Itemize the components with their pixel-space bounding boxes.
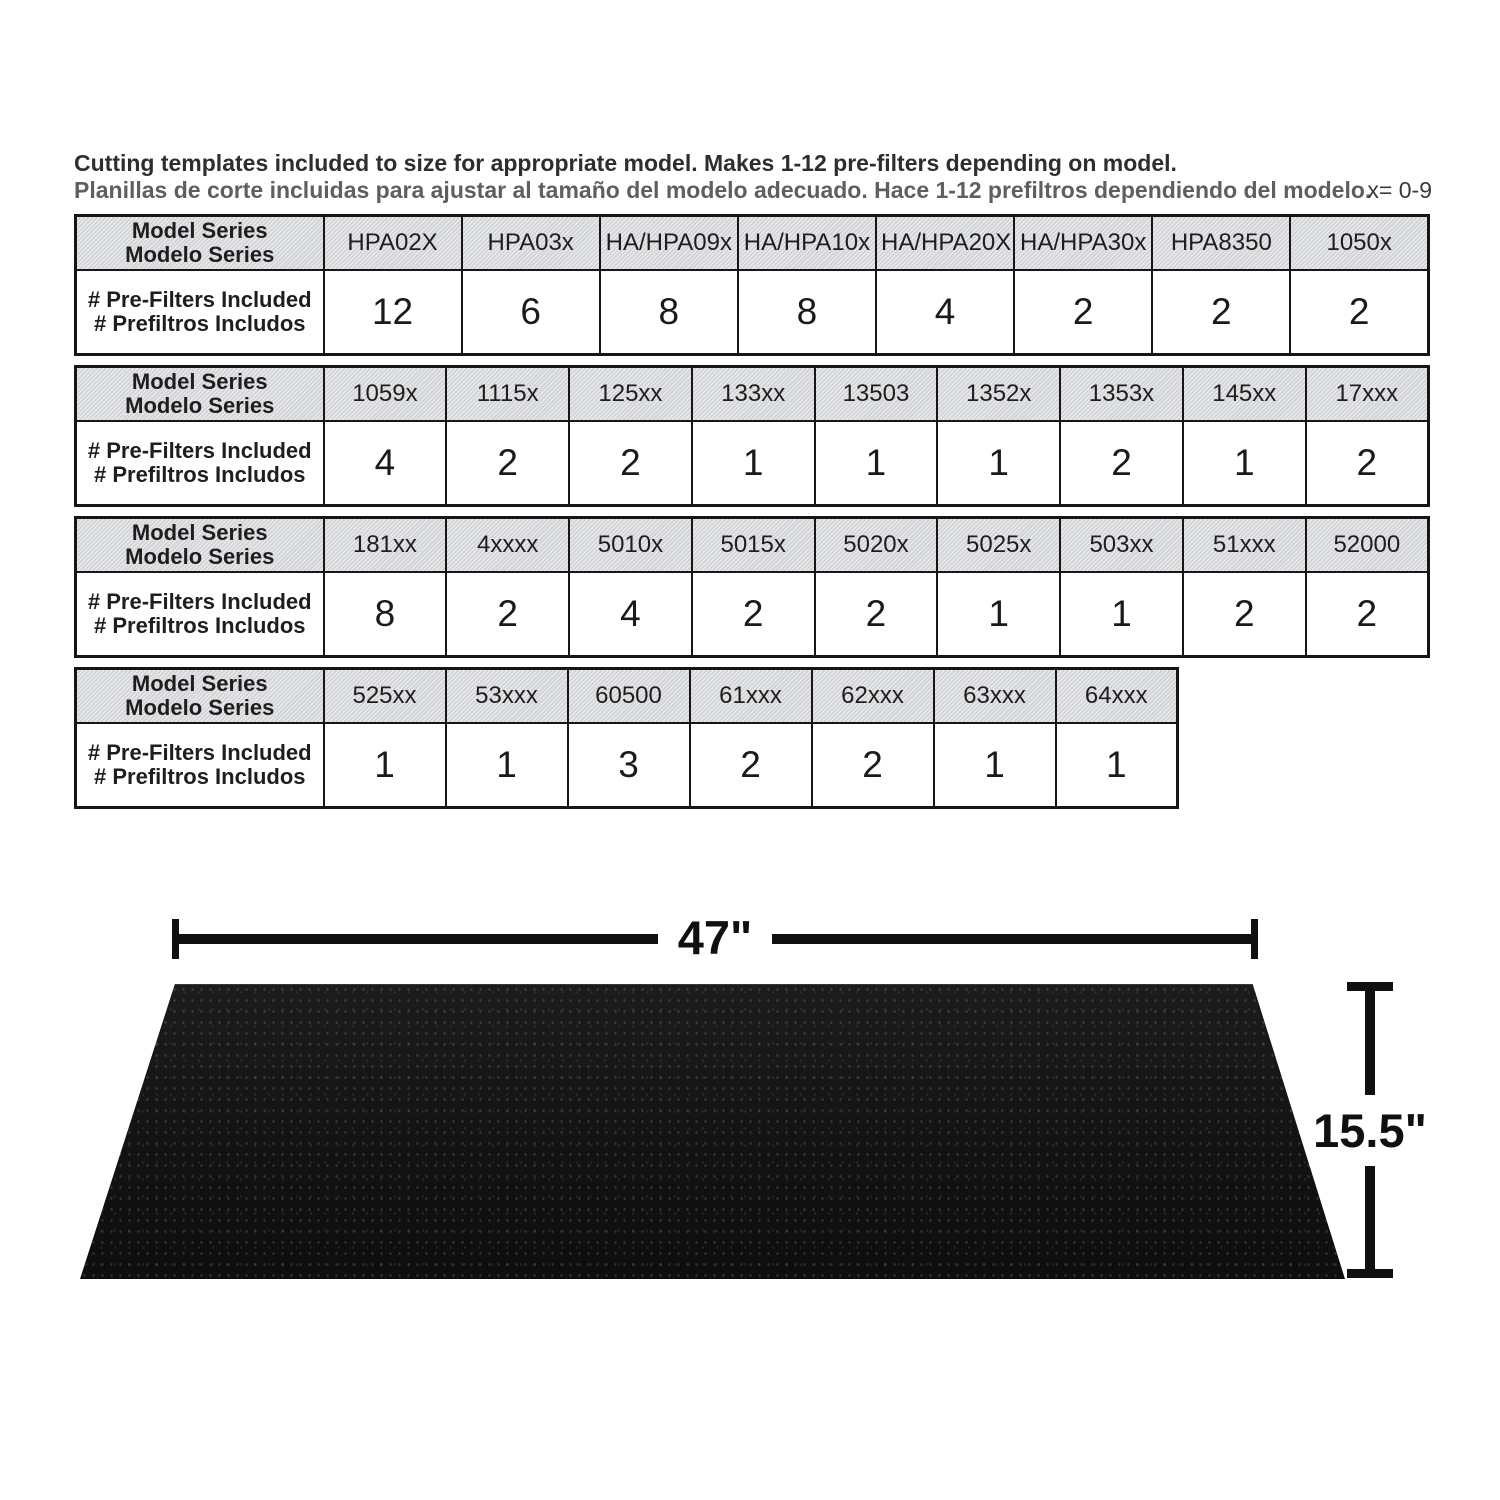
prefilter-count-cell: 2 — [692, 572, 815, 657]
model-series-cell: 5020x — [815, 518, 938, 573]
height-dimension-line — [1313, 982, 1427, 1278]
prefilter-count-cell: 1 — [324, 723, 446, 808]
model-series-cell: 525xx — [324, 669, 446, 724]
model-series-cell: HPA8350 — [1152, 216, 1290, 271]
model-series-cell: HA/HPA10x — [738, 216, 876, 271]
model-series-cell: 503xx — [1060, 518, 1183, 573]
model-series-cell: 60500 — [568, 669, 690, 724]
dimension-segment — [772, 934, 1251, 944]
prefilter-count-cell: 3 — [568, 723, 690, 808]
model-series-label-en: Model Series — [131, 519, 268, 545]
model-series-cell: 145xx — [1183, 367, 1306, 422]
prefilter-count-cell: 4 — [876, 270, 1014, 355]
model-series-cell: 1353x — [1060, 367, 1183, 422]
width-dimension-label: 47" — [677, 910, 753, 964]
dimension-cap-right-icon — [1251, 919, 1258, 959]
prefilter-count-row-label — [76, 421, 324, 506]
width-dimension-line — [172, 910, 1258, 964]
dimension-cap-bottom-icon — [1347, 1269, 1393, 1278]
model-series-cell: HA/HPA20X — [876, 216, 1014, 271]
prefilter-count-cell: 1 — [937, 421, 1060, 506]
model-series-cell: 13503 — [815, 367, 938, 422]
prefilter-count-cell: 8 — [324, 572, 447, 657]
prefilters-label-en: # Pre-Filters Included — [87, 739, 312, 765]
height-dimension-label: 15.5" — [1313, 1103, 1427, 1157]
prefilter-count-cell: 1 — [692, 421, 815, 506]
model-series-cell: 1115x — [446, 367, 569, 422]
prefilters-label-es: # Prefiltros Includos — [94, 613, 306, 639]
x-range-note: x= 0-9 — [1367, 177, 1432, 204]
model-series-label-es: Modelo Series — [125, 242, 275, 268]
prefilters-label-en: # Pre-Filters Included — [87, 286, 312, 312]
dimension-segment — [1365, 1166, 1375, 1270]
intro-line-english: Cutting templates included to size for appropriate model. Makes 1-12 pre-filters depending on model. — [74, 150, 1177, 176]
prefilter-count-cell: 2 — [1152, 270, 1290, 355]
dimension-segment — [179, 934, 658, 944]
model-table-1 — [74, 214, 1430, 356]
prefilters-label-en: # Pre-Filters Included — [87, 588, 312, 614]
model-series-cell: 63xxx — [934, 669, 1056, 724]
model-table-4 — [74, 667, 1179, 809]
model-series-cell: 181xx — [324, 518, 447, 573]
model-series-cell: 125xx — [569, 367, 692, 422]
model-series-cell: 1050x — [1290, 216, 1428, 271]
intro-text-block — [74, 150, 1432, 204]
prefilter-count-cell: 2 — [815, 572, 938, 657]
prefilter-count-cell: 4 — [569, 572, 692, 657]
prefilter-count-row-label — [76, 270, 324, 355]
prefilter-count-cell: 12 — [324, 270, 462, 355]
prefilters-label-es: # Prefiltros Includos — [94, 764, 306, 790]
intro-line-spanish: Planillas de corte incluidas para ajustar al tamaño del modelo adecuado. Hace 1-12 prefiltros dependiendo del modelo. — [74, 177, 1372, 204]
prefilter-count-cell: 1 — [1183, 421, 1306, 506]
model-series-row-label — [76, 518, 324, 573]
model-series-label-es: Modelo Series — [125, 695, 275, 721]
prefilters-label-en: # Pre-Filters Included — [87, 437, 312, 463]
model-series-cell: 61xxx — [690, 669, 812, 724]
model-compatibility-tables — [74, 214, 1500, 809]
model-series-cell: 5015x — [692, 518, 815, 573]
prefilter-count-cell: 2 — [690, 723, 812, 808]
model-series-cell: 53xxx — [446, 669, 568, 724]
model-series-cell: HA/HPA30x — [1014, 216, 1152, 271]
model-series-label-en: Model Series — [131, 368, 268, 394]
model-series-label-en: Model Series — [131, 217, 268, 243]
model-series-cell: HPA03x — [462, 216, 600, 271]
dimension-cap-top-icon — [1347, 982, 1393, 991]
prefilter-count-cell: 8 — [600, 270, 738, 355]
model-series-cell: 52000 — [1306, 518, 1429, 573]
prefilter-count-cell: 4 — [324, 421, 447, 506]
prefilter-count-cell: 1 — [934, 723, 1056, 808]
prefilter-count-cell: 2 — [1306, 421, 1429, 506]
prefilter-count-cell: 2 — [1014, 270, 1152, 355]
model-series-cell: 5025x — [937, 518, 1060, 573]
model-series-cell: 62xxx — [812, 669, 934, 724]
model-series-cell: HPA02X — [324, 216, 462, 271]
prefilter-count-row-label — [76, 723, 324, 808]
model-series-cell: 51xxx — [1183, 518, 1306, 573]
prefilter-count-cell: 2 — [569, 421, 692, 506]
prefilter-count-cell: 1 — [1060, 572, 1183, 657]
model-series-row-label — [76, 367, 324, 422]
filter-dimension-diagram — [74, 897, 1500, 1327]
prefilter-count-cell: 2 — [446, 572, 569, 657]
prefilter-count-cell: 8 — [738, 270, 876, 355]
prefilters-label-es: # Prefiltros Includos — [94, 311, 306, 337]
model-series-cell: 17xxx — [1306, 367, 1429, 422]
prefilter-count-cell: 2 — [446, 421, 569, 506]
dimension-cap-left-icon — [172, 919, 179, 959]
model-series-row-label — [76, 216, 324, 271]
model-series-cell: 133xx — [692, 367, 815, 422]
model-series-cell: HA/HPA09x — [600, 216, 738, 271]
carbon-prefilter-photo — [80, 984, 1345, 1279]
model-series-row-label — [76, 669, 324, 724]
prefilter-count-cell: 2 — [812, 723, 934, 808]
prefilter-count-cell: 1 — [937, 572, 1060, 657]
prefilter-count-cell: 1 — [815, 421, 938, 506]
prefilter-count-cell: 2 — [1306, 572, 1429, 657]
prefilters-label-es: # Prefiltros Includos — [94, 462, 306, 488]
model-series-cell: 5010x — [569, 518, 692, 573]
prefilter-count-cell: 2 — [1060, 421, 1183, 506]
prefilter-count-row-label — [76, 572, 324, 657]
prefilter-count-cell: 1 — [446, 723, 568, 808]
model-series-label-es: Modelo Series — [125, 544, 275, 570]
dimension-segment — [1365, 991, 1375, 1095]
model-series-label-en: Model Series — [131, 670, 268, 696]
model-series-cell: 1352x — [937, 367, 1060, 422]
model-table-3 — [74, 516, 1430, 658]
model-series-cell: 4xxxx — [446, 518, 569, 573]
model-series-cell: 64xxx — [1056, 669, 1178, 724]
prefilter-count-cell: 2 — [1290, 270, 1428, 355]
model-table-2 — [74, 365, 1430, 507]
model-series-label-es: Modelo Series — [125, 393, 275, 419]
model-series-cell: 1059x — [324, 367, 447, 422]
prefilter-count-cell: 6 — [462, 270, 600, 355]
prefilter-count-cell: 1 — [1056, 723, 1178, 808]
prefilter-count-cell: 2 — [1183, 572, 1306, 657]
